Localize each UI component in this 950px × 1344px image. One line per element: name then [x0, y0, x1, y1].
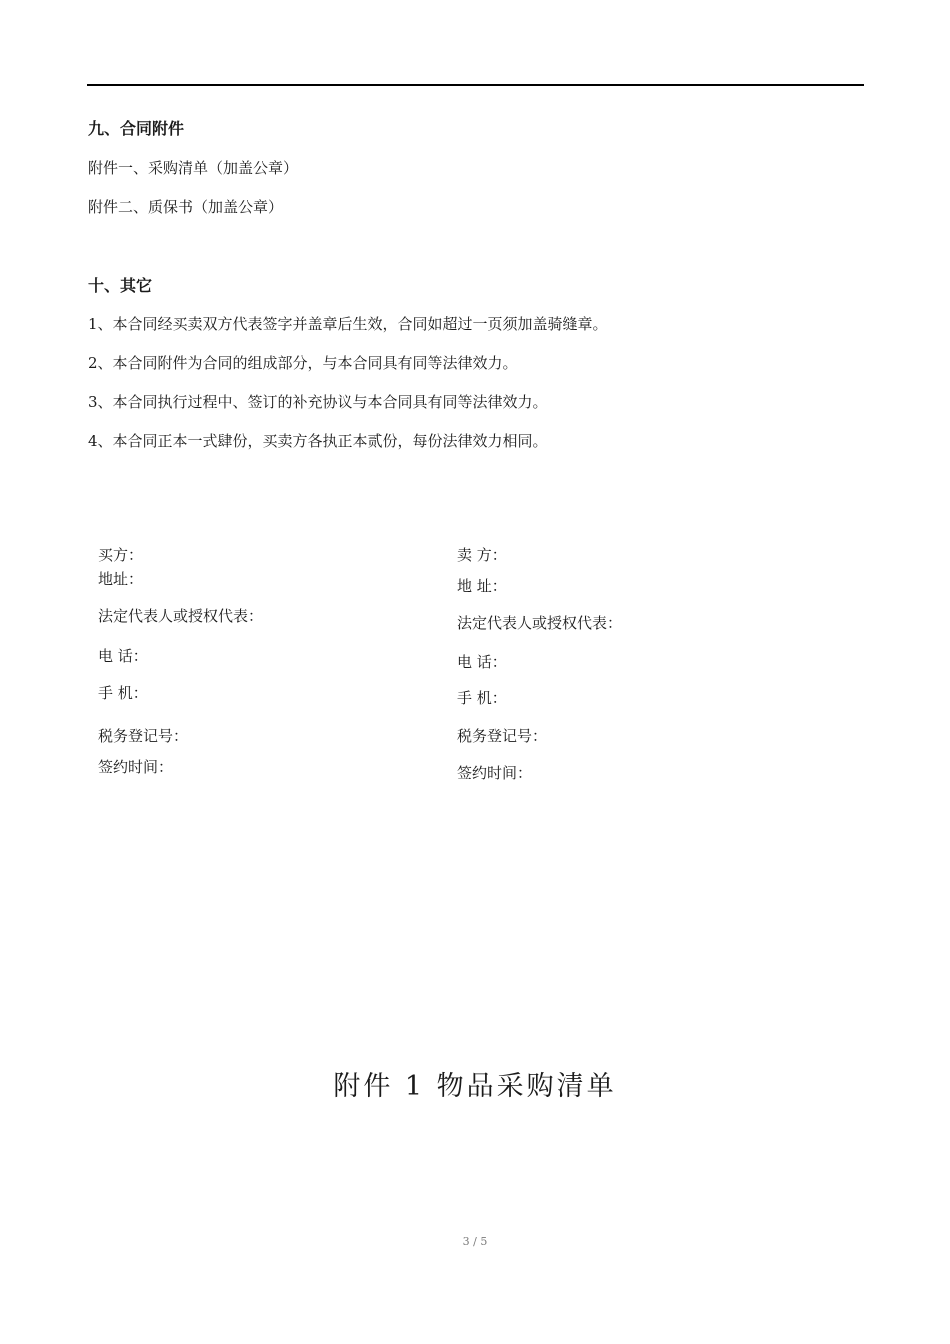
seller-phone-label: 电 话： [457, 653, 507, 671]
buyer-label: 买方： [98, 546, 144, 564]
seller-tax-id-label: 税务登记号： [457, 727, 548, 745]
attachment-2-line: 附件二、质保书（加盖公章） [88, 198, 284, 216]
buyer-representative-label: 法定代表人或授权代表： [98, 607, 264, 625]
page-number: 3 / 5 [462, 1235, 488, 1248]
attachment-1-line: 附件一、采购清单（加盖公章） [88, 159, 299, 177]
seller-representative-label: 法定代表人或授权代表： [457, 614, 623, 632]
seller-address-label: 地 址： [457, 577, 507, 595]
buyer-mobile-label: 手 机： [98, 684, 148, 702]
seller-mobile-label: 手 机： [457, 689, 507, 707]
seller-label: 卖 方： [457, 546, 507, 564]
buyer-tax-id-label: 税务登记号： [98, 727, 189, 745]
clause-4: 4、本合同正本一式肆份，买卖方各执正本贰份，每份法律效力相同。 [88, 432, 548, 450]
buyer-address-label: 地址： [98, 570, 144, 588]
header-rule [87, 84, 864, 86]
section-10-heading: 十、其它 [88, 276, 153, 295]
seller-sign-date-label: 签约时间： [457, 764, 533, 782]
buyer-phone-label: 电 话： [98, 647, 148, 665]
clause-1: 1、本合同经买卖双方代表签字并盖章后生效，合同如超过一页须加盖骑缝章。 [88, 315, 608, 333]
clause-3: 3、本合同执行过程中、签订的补充协议与本合同具有同等法律效力。 [88, 393, 548, 411]
section-9-heading: 九、合同附件 [88, 119, 185, 138]
buyer-sign-date-label: 签约时间： [98, 758, 174, 776]
appendix-1-title: 附件 1 物品采购清单 [333, 1071, 617, 1102]
clause-2: 2、本合同附件为合同的组成部分，与本合同具有同等法律效力。 [88, 354, 518, 372]
